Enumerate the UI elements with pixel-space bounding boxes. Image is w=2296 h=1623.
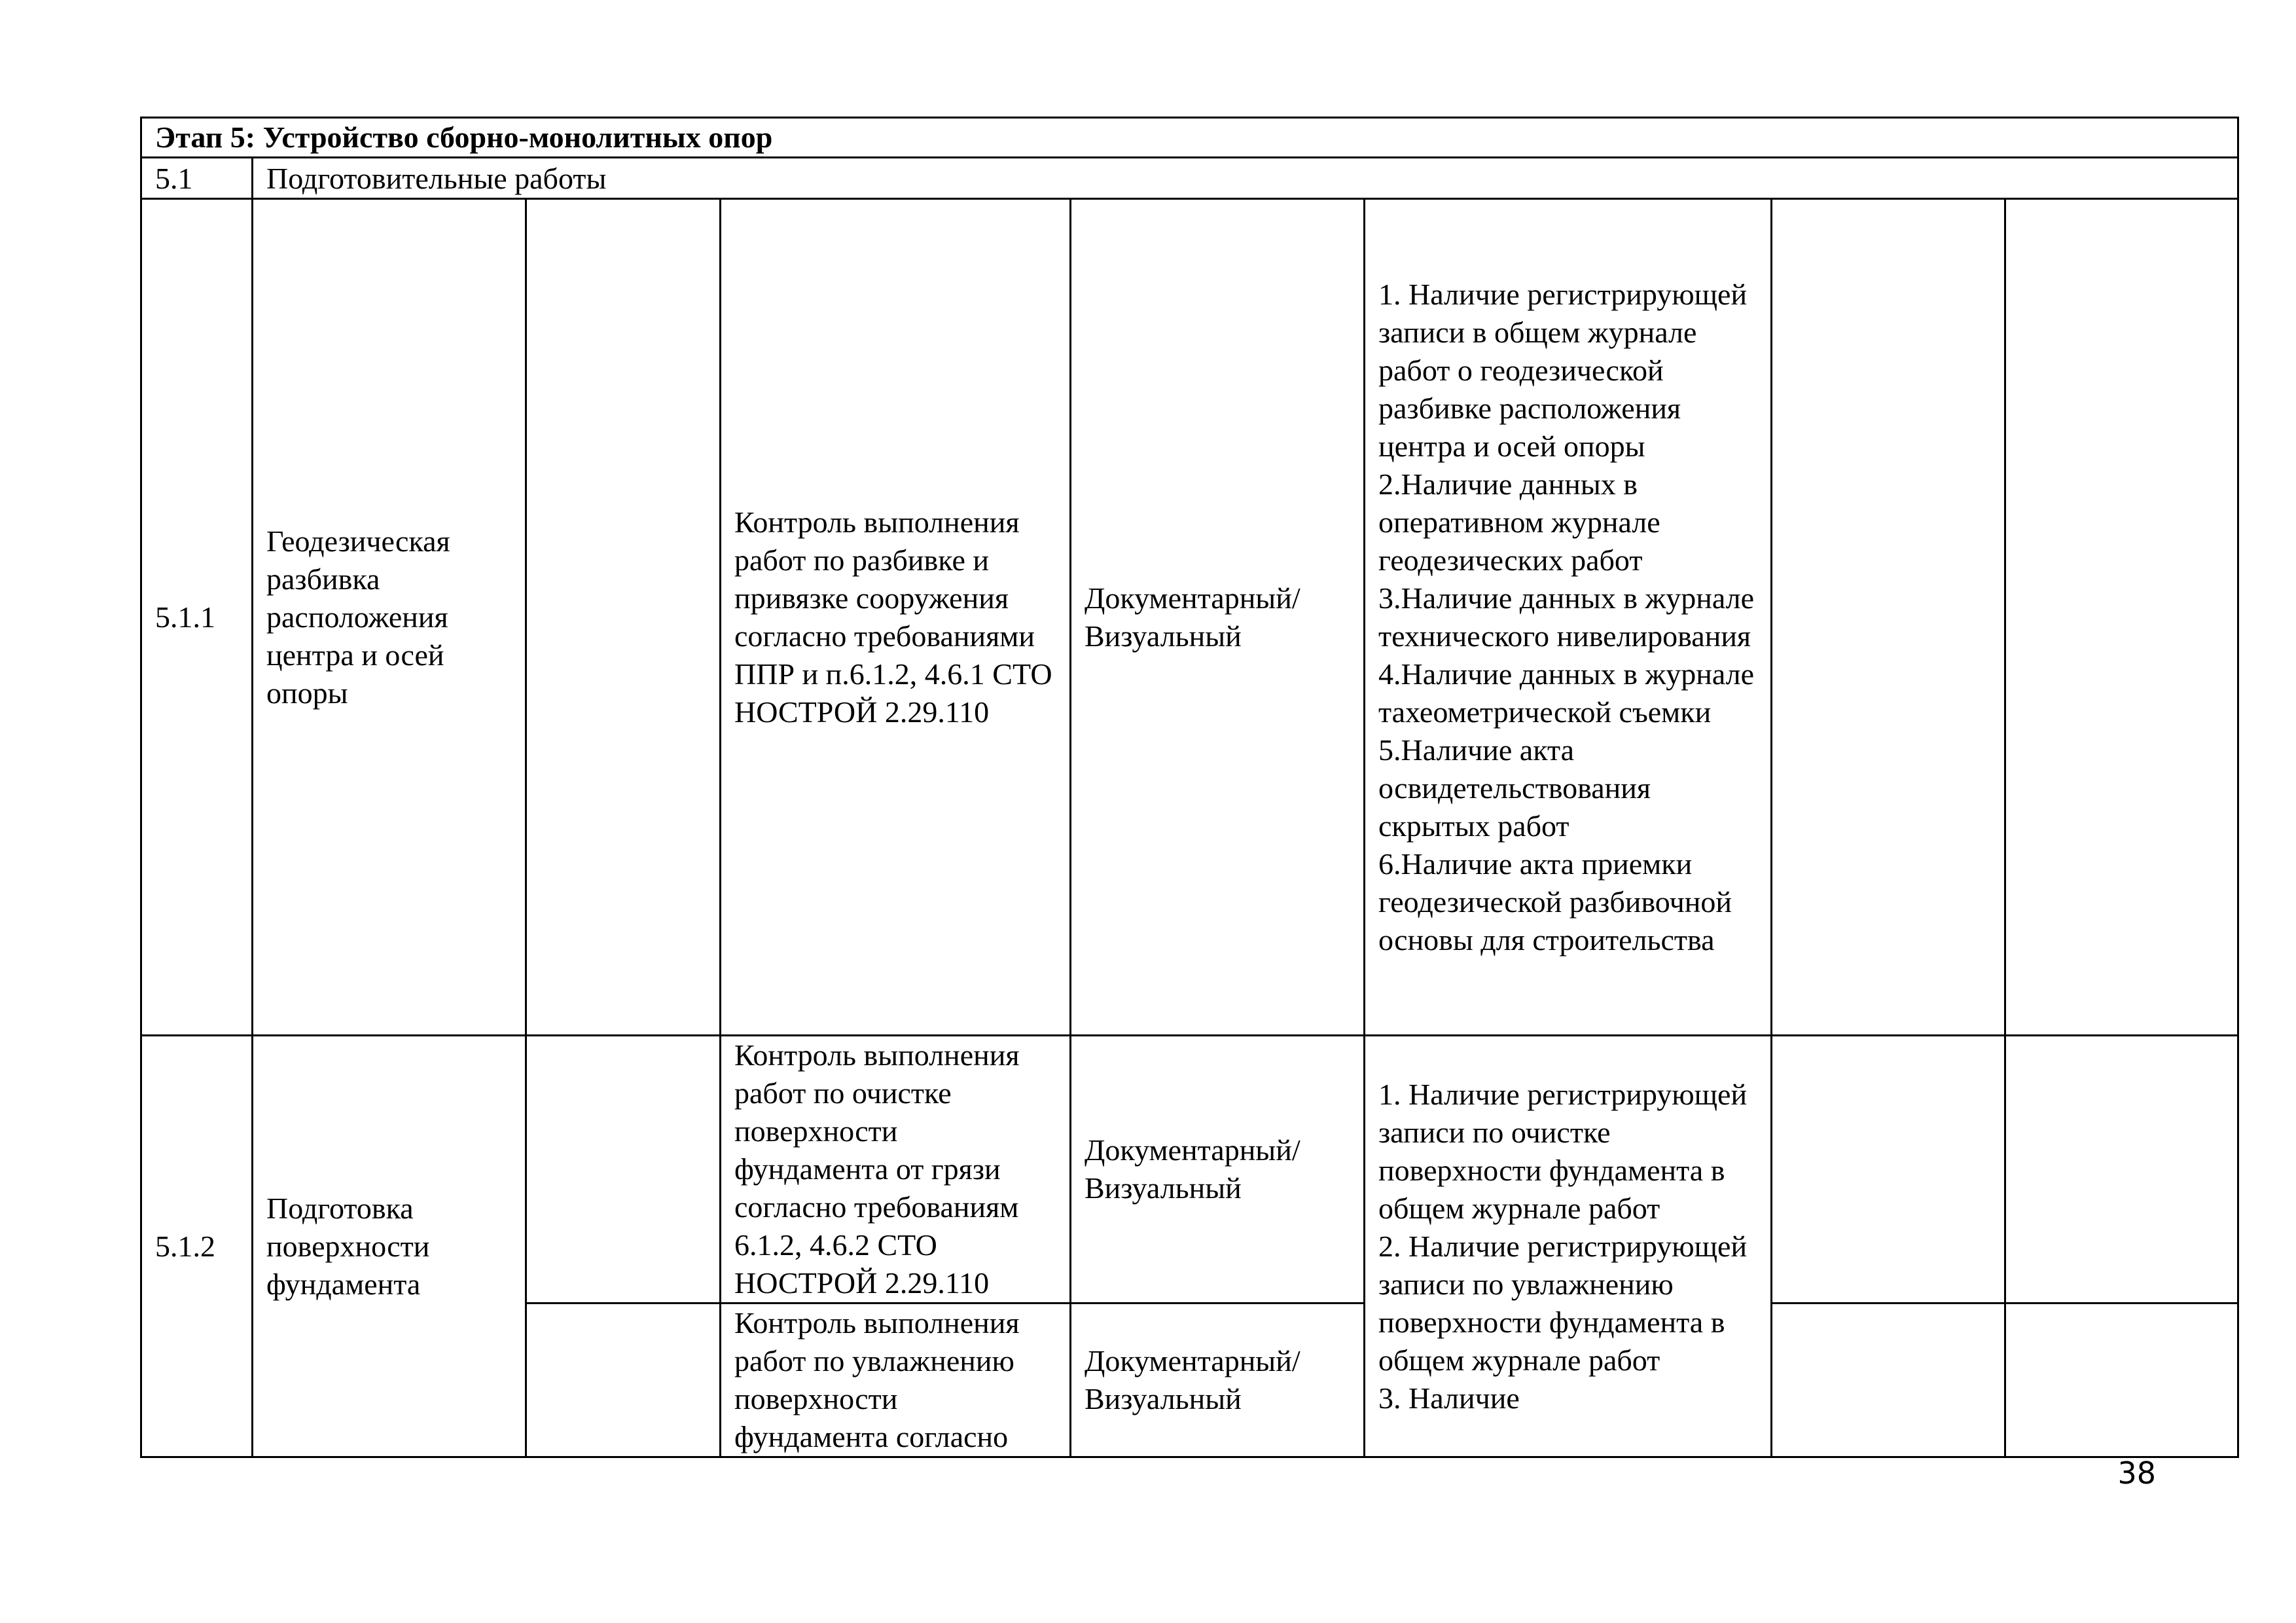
empty-cell — [2005, 199, 2238, 1036]
control-method: Документарный/ Визуальный — [1071, 199, 1365, 1036]
table-row — [141, 199, 2238, 1036]
required-documents: 1. Наличие регистрирующей записи по очистке поверхности фундамента в общем журнале работ 2. Наличие регистрирующей записи по увлажнению поверхности фундамента в общем журнале работ 3. Наличие — [1365, 1036, 1772, 1457]
empty-cell — [526, 199, 721, 1036]
control-description: Контроль выполнения работ по увлажнению поверхности фундамента согласно — [721, 1304, 1071, 1457]
control-method: Документарный/ Визуальный — [1071, 1036, 1365, 1304]
empty-cell — [526, 1036, 721, 1304]
empty-cell — [2005, 1036, 2238, 1304]
empty-cell — [1772, 199, 2005, 1036]
control-description: Контроль выполнения работ по очистке поверхности фундамента от грязи согласно требованиям 6.1.2, 4.6.2 СТО НОСТРОЙ 2.29.110 — [721, 1036, 1071, 1304]
row-number: 5.1.1 — [141, 199, 253, 1036]
required-documents: 1. Наличие регистрирующей записи в общем журнале работ о геодезической разбивке расположения центра и осей опоры 2.Наличие данных в оперативном журнале геодезических работ 3.Наличие данных в журнале технического нивелирования 4.Наличие данных в журнале тахеометрической съемки 5.Наличие акта освидетельствования скрытых работ 6.Наличие акта приемки геодезической разбивочной основы для строительства — [1365, 199, 1772, 1036]
work-name: Геодезическая разбивка расположения центра и осей опоры — [253, 199, 526, 1036]
stage-title: Этап 5: Устройство сборно-монолитных опор — [141, 118, 2238, 158]
empty-cell — [1772, 1304, 2005, 1457]
work-name: Подготовка поверхности фундамента — [253, 1036, 526, 1457]
empty-cell — [2005, 1304, 2238, 1457]
control-method: Документарный/ Визуальный — [1071, 1304, 1365, 1457]
control-description: Контроль выполнения работ по разбивке и привязке сооружения согласно требованиями ППР и п.6.1.2, 4.6.1 СТО НОСТРОЙ 2.29.110 — [721, 199, 1071, 1036]
stage-row — [141, 118, 2238, 158]
section-number: 5.1 — [141, 158, 253, 199]
row-number: 5.1.2 — [141, 1036, 253, 1457]
empty-cell — [526, 1304, 721, 1457]
section-row — [141, 158, 2238, 199]
empty-cell — [1772, 1036, 2005, 1304]
inspection-table — [140, 117, 2239, 1458]
section-name: Подготовительные работы — [253, 158, 2238, 199]
page-number: 38 — [2117, 1455, 2156, 1491]
table-row — [141, 1036, 2238, 1304]
